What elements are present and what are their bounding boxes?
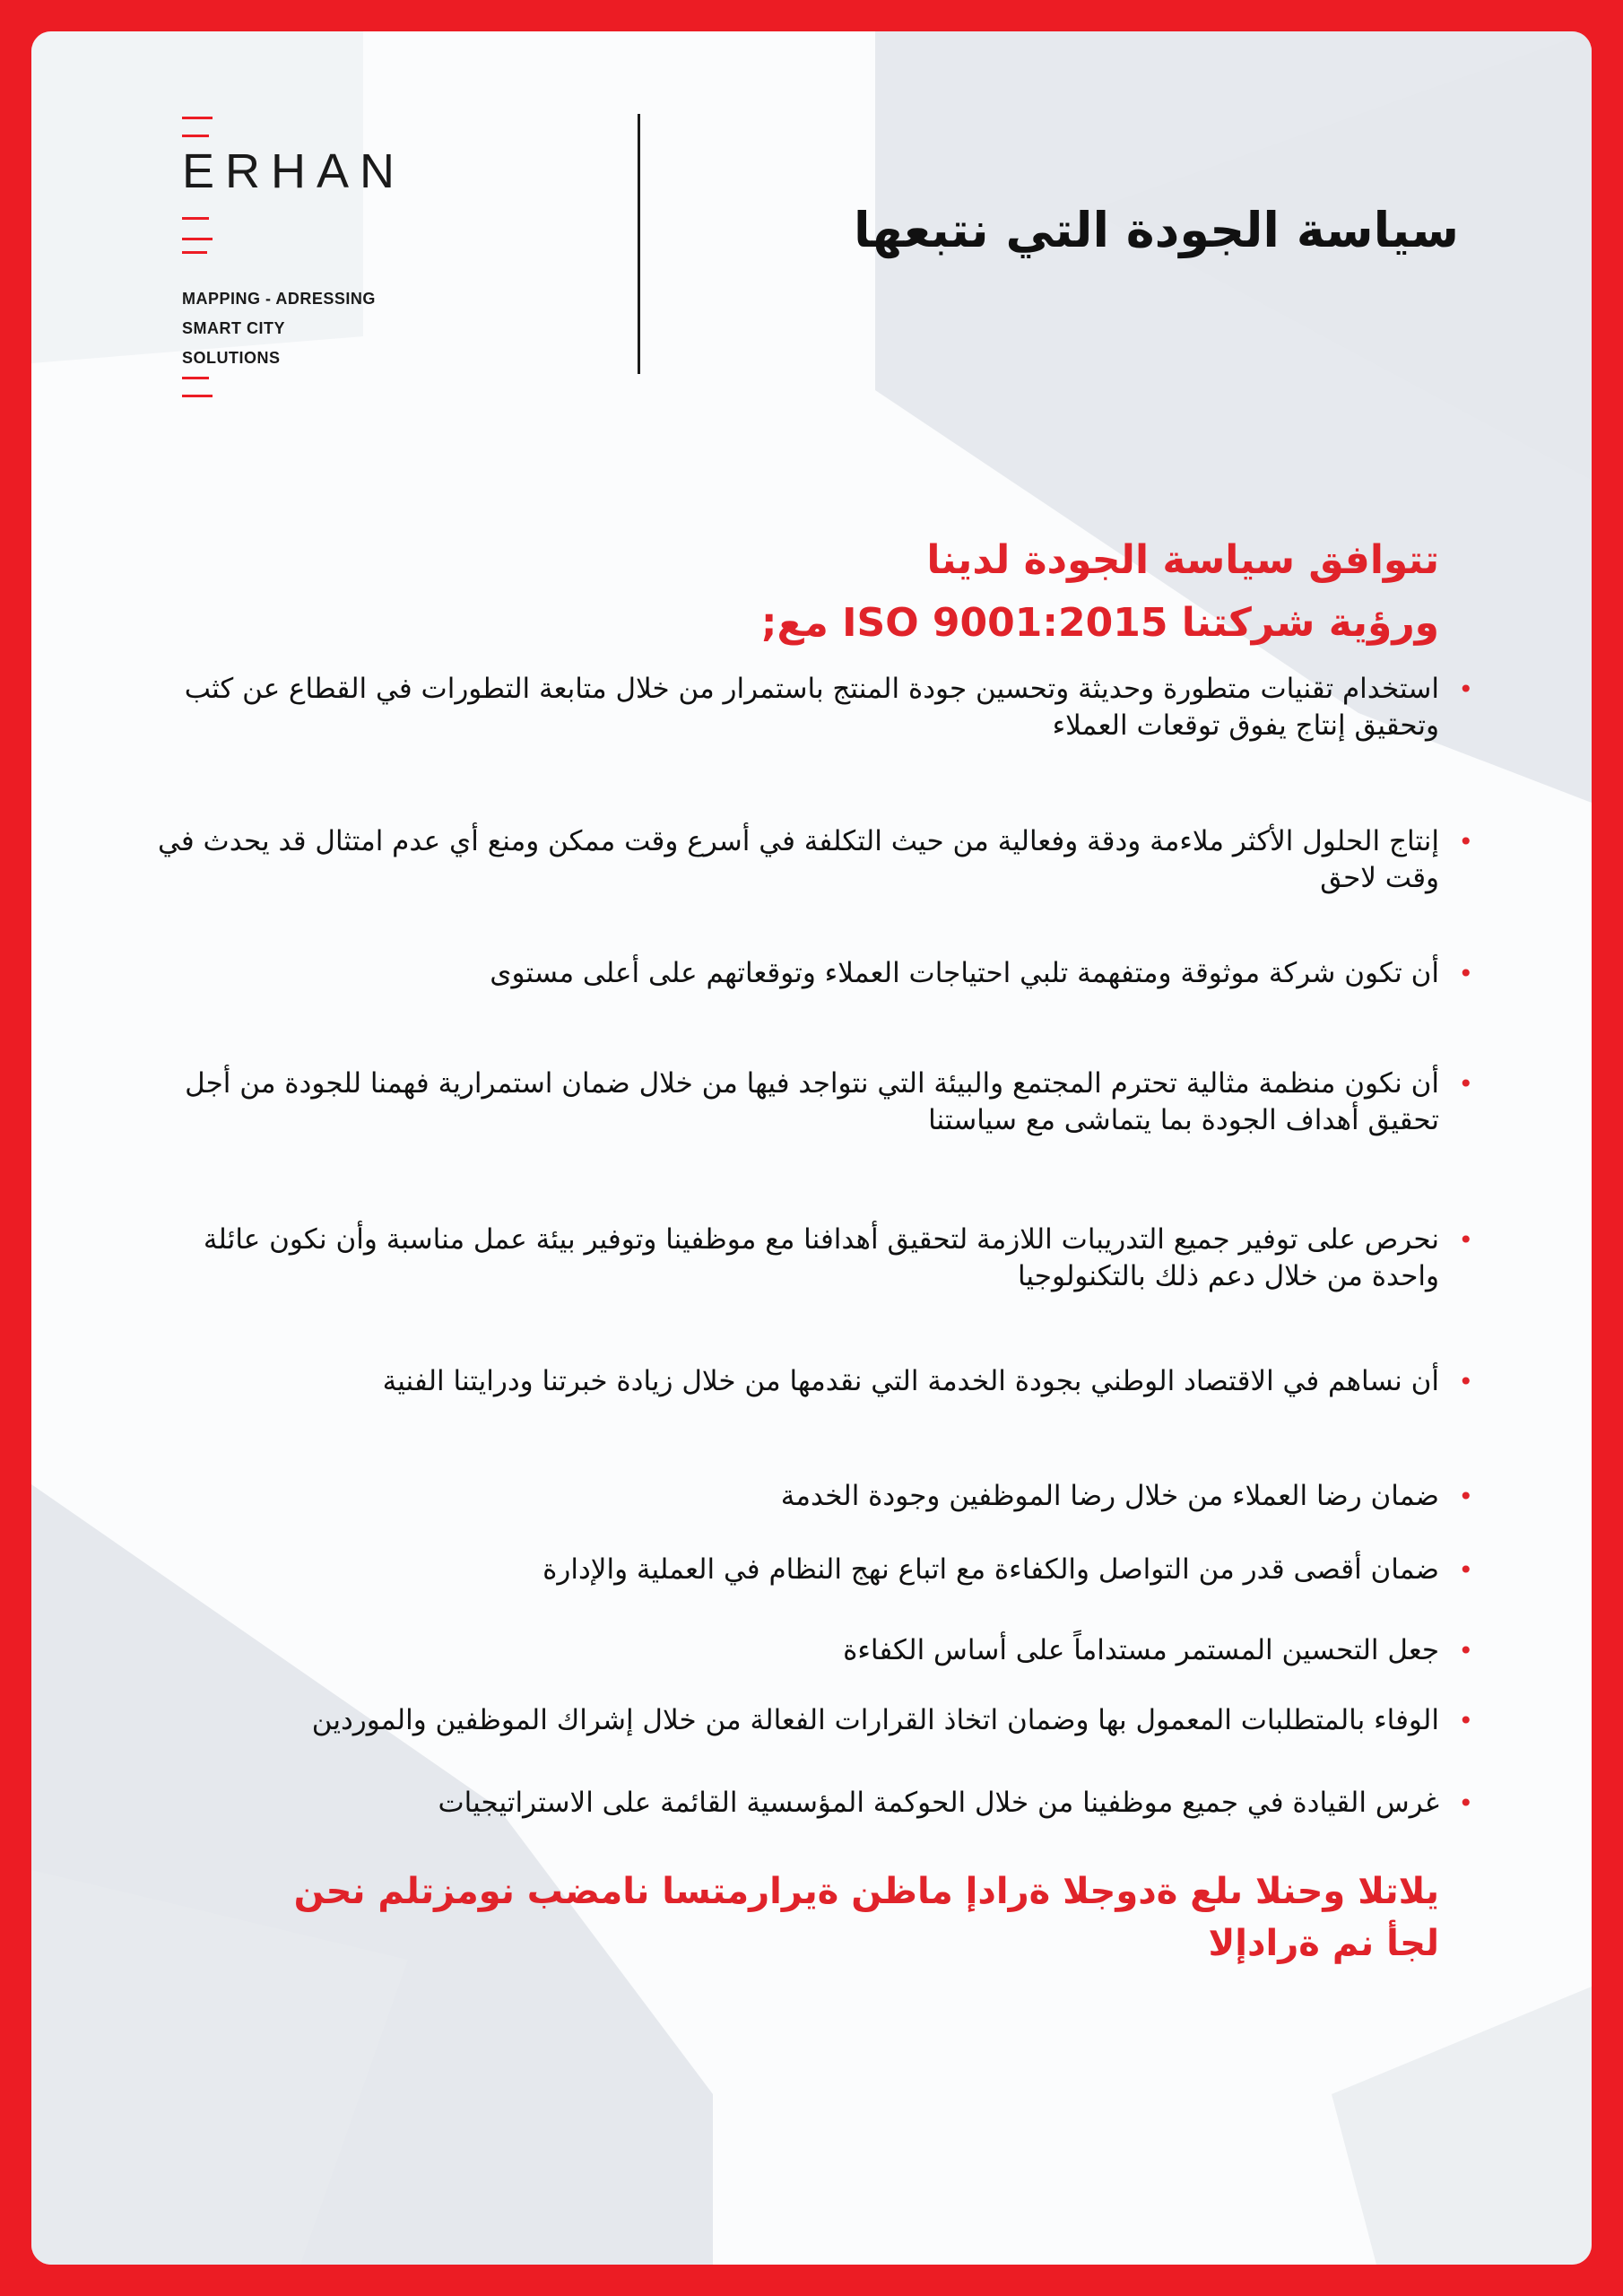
policy-item — [72, 1478, 1473, 1515]
bullet-icon: • — [1458, 1555, 1473, 1585]
policy-item-line: استخدام تقنيات متطورة وحديثة وتحسين جودة المنتج باستمرار من خلال متابعة التطورات في القطاع عن كثب — [184, 673, 1439, 705]
policy-item — [72, 1363, 1473, 1400]
policy-item-line: وتحقيق إنتاج يفوق توقعات العملاء — [1052, 709, 1439, 742]
closing-statement — [166, 1866, 1439, 1970]
policy-item — [72, 823, 1473, 897]
policy-item-line: أن تكون شركة موثوقة ومتفهمة تلبي احتياجات العملاء وتوقعاتهم على أعلى مستوى — [490, 957, 1439, 989]
policy-item-line: غرس القيادة في جميع موظفينا من خلال الحوكمة المؤسسية القائمة على الاستراتيجيات — [438, 1787, 1439, 1819]
policy-item-line: أن نكون منظمة مثالية تحترم المجتمع والبيئة التي نتواجد فيها من خلال ضمان استمرارية فهمنا للجودة من أجل — [185, 1067, 1439, 1100]
policy-item — [72, 1785, 1473, 1822]
bullet-icon: • — [1458, 1636, 1473, 1665]
bullet-icon: • — [1458, 1482, 1473, 1511]
bullet-icon: • — [1458, 1225, 1473, 1255]
header-divider — [638, 114, 640, 374]
intro-line-2: ورؤية شركتنا ISO 9001:2015 مع; — [760, 600, 1439, 646]
bullet-icon: • — [1458, 1069, 1473, 1099]
policy-item-line: أن نساهم في الاقتصاد الوطني بجودة الخدمة التي نقدمها من خلال زيادة خبرتنا ودرايتنا الفنية — [382, 1365, 1439, 1397]
policy-item-line: واحدة من خلال دعم ذلك بالتكنولوجيا — [1017, 1260, 1439, 1292]
policy-item — [72, 1065, 1473, 1139]
policy-item — [72, 671, 1473, 744]
policy-item-line: الوفاء بالمتطلبات المعمول بها وضمان اتخاذ القرارات الفعالة من خلال إشراك الموظفين والموردين — [311, 1704, 1439, 1736]
logo-tagline-2: SMART CITY — [182, 319, 285, 337]
policy-item-line: نحرص على توفير جميع التدريبات اللازمة لتحقيق أهدافنا مع موظفينا وتوفير بيئة عمل مناسبة وأن نكون عائلة — [203, 1223, 1439, 1256]
policy-item-line: تحقيق أهداف الجودة بما يتماشى مع سياستنا — [928, 1104, 1439, 1136]
policy-item — [72, 1222, 1473, 1295]
policy-item-line: إنتاج الحلول الأكثر ملاءمة ودقة وفعالية من حيث التكلفة في أسرع وقت ممكن ومنع أي عدم امتثال قد يحدث في — [158, 825, 1439, 857]
policy-item-line: وقت لاحق — [1320, 862, 1439, 894]
policy-item-line: ضمان رضا العملاء من خلال رضا الموظفين وجودة الخدمة — [780, 1480, 1439, 1512]
policy-item — [72, 1702, 1473, 1739]
intro-line-1: تتوافق سياسة الجودة لدينا — [926, 537, 1439, 583]
company-logo — [182, 117, 451, 413]
logo-tagline-1: MAPPING - ADRESSING — [182, 290, 376, 308]
bullet-icon: • — [1458, 959, 1473, 988]
intro-heading — [273, 529, 1439, 655]
policy-item — [72, 1552, 1473, 1588]
bullet-icon: • — [1458, 1706, 1473, 1735]
policy-item — [72, 1632, 1473, 1669]
logo-wordmark: ERHAN — [182, 144, 406, 198]
page-title: سياسة الجودة التي نتبعها — [853, 202, 1459, 258]
bullet-icon: • — [1458, 827, 1473, 857]
bullet-icon: • — [1458, 1367, 1473, 1396]
closing-line-1: يلاتلا وحنلا ىلع ةدوجلا ةرادإ ماظن ةيرارمتسا نامضب نومزتلم نحن — [293, 1871, 1439, 1912]
logo-tagline-3: SOLUTIONS — [182, 349, 281, 367]
policy-item — [72, 955, 1473, 992]
poster-page — [31, 31, 1592, 2265]
closing-line-2: لجأ نم ةرادإلا — [1208, 1923, 1439, 1964]
policy-item-line: جعل التحسين المستمر مستداماً على أساس الكفاءة — [843, 1634, 1439, 1666]
bullet-icon: • — [1458, 674, 1473, 704]
policy-item-line: ضمان أقصى قدر من التواصل والكفاءة مع اتباع نهج النظام في العملية والإدارة — [542, 1553, 1439, 1586]
bullet-icon: • — [1458, 1788, 1473, 1818]
